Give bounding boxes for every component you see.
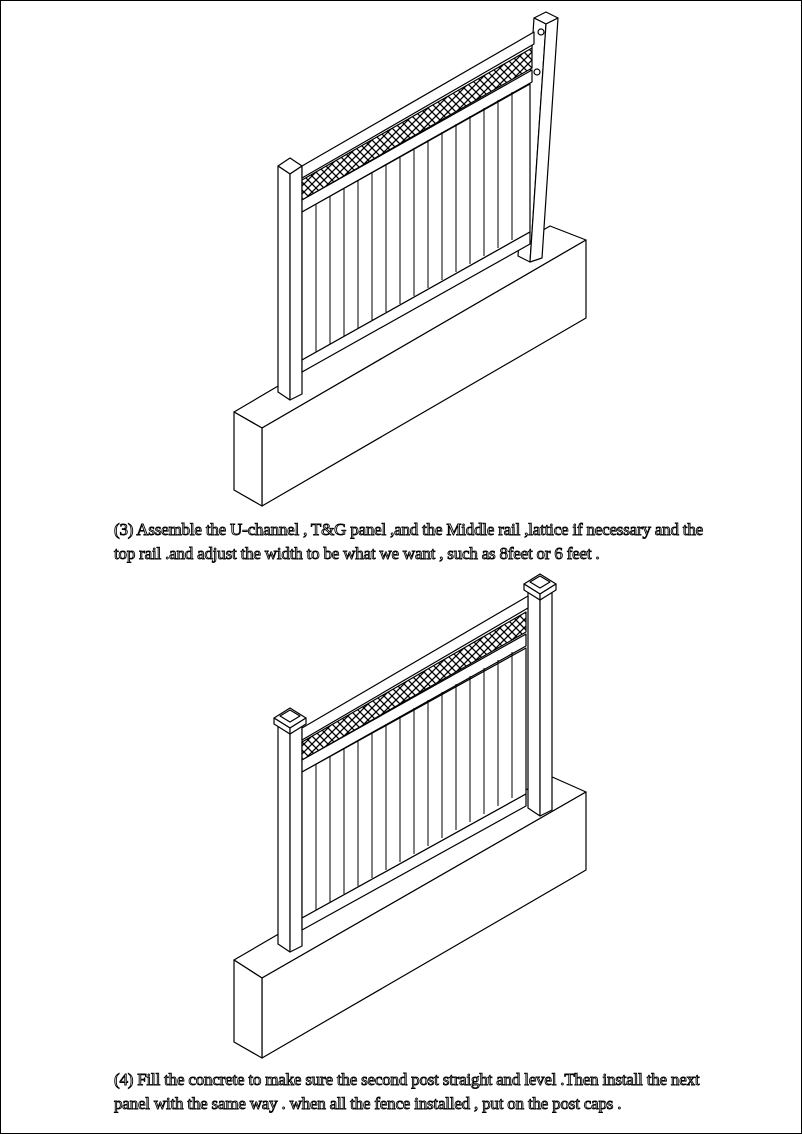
step4-caption bbox=[114, 1068, 724, 1116]
step3-caption-line2: top rail .and adjust the width to be what we want , such as 8feet or 6 feet . bbox=[114, 544, 600, 563]
left-post bbox=[278, 158, 302, 400]
step4-caption-line2: panel with the same way . when all the fence installed , put on the post caps . bbox=[114, 1094, 622, 1113]
right-post bbox=[528, 592, 552, 816]
fence-assembly-illustration bbox=[0, 0, 802, 510]
step3-caption bbox=[114, 518, 724, 566]
fence-completed-illustration bbox=[0, 560, 802, 1070]
left-post bbox=[278, 726, 302, 952]
step3-caption-line1: (3) Assemble the U-channel , T&G panel ,and the Middle rail ,lattice if necessary and the bbox=[114, 520, 703, 539]
step4-caption-line1: (4) Fill the concrete to make sure the second post straight and level .Then install the next bbox=[114, 1070, 700, 1089]
